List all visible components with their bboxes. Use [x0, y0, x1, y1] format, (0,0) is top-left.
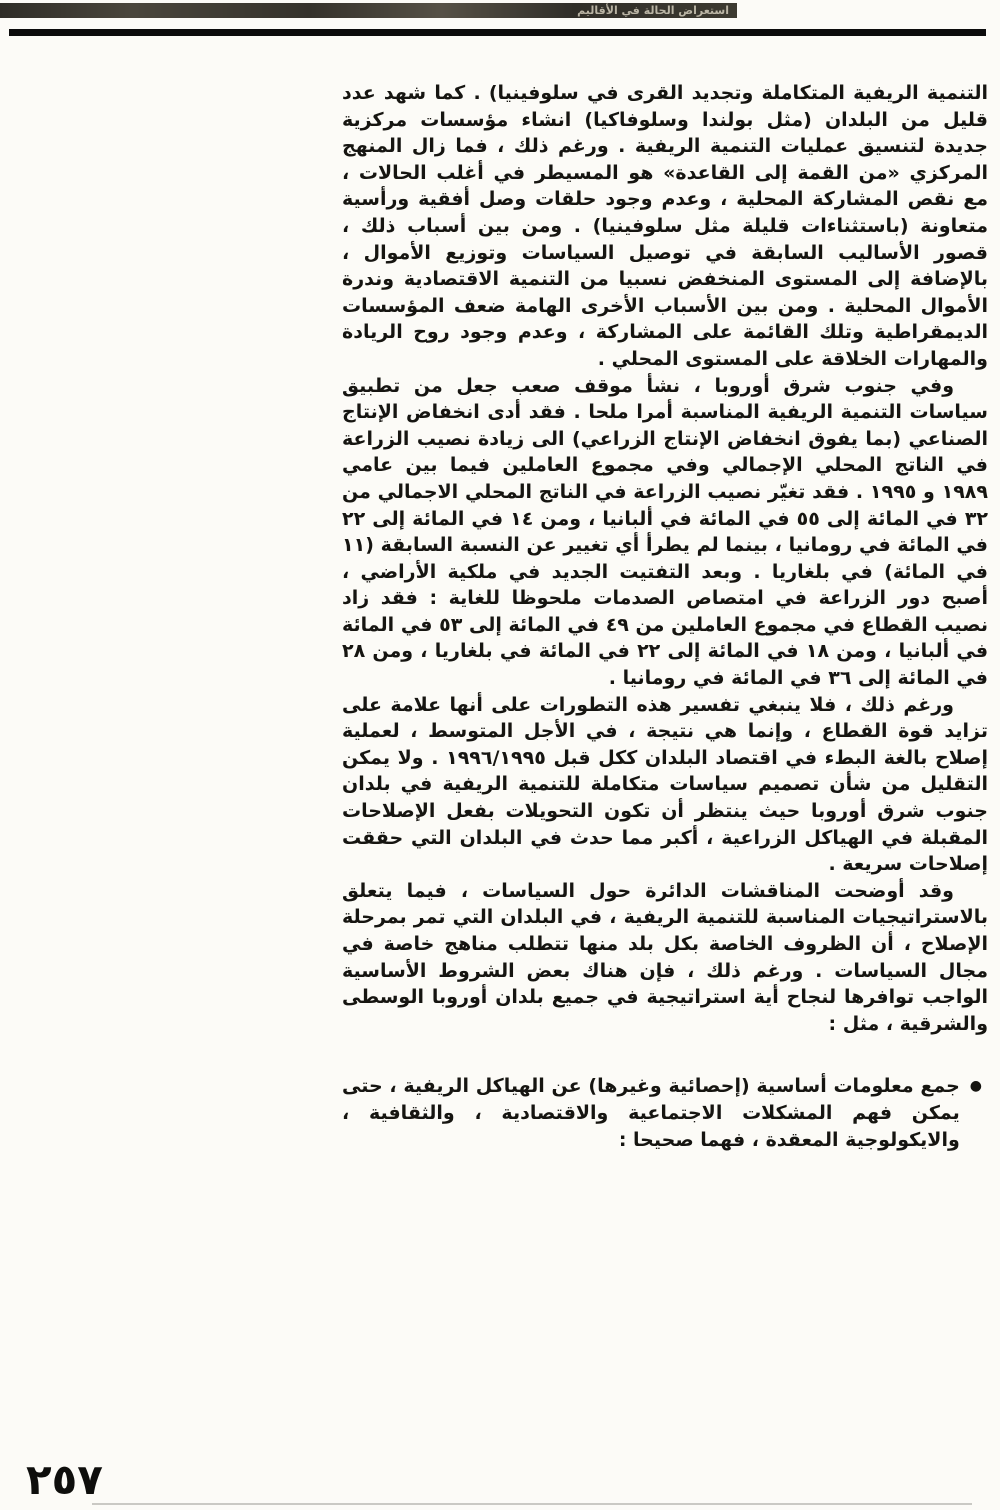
paragraph: وقد أوضحت المناقشات الدائرة حول السياسات ، فيما يتعلق بالاستراتيجيات المناسبة للتنمية الريفية ، في البلدان التي تمر بمرحلة الإصلاح ، أن الظروف الخاصة بكل بلد منها تتطلب مناهج خاصة في مجال السياسات . ورغم ذلك ، فإن هناك بعض الشروط الأساسية الواجب توافرها لنجاح أية استراتيجية في جميع بلدان أوروبا الوسطى والشرقية ، مثل :	[342, 879, 988, 1035]
list-item	[342, 1073, 988, 1153]
paragraph: التنمية الريفية المتكاملة وتجديد القرى في سلوفينيا) . كما شهد عدد قليل من البلدان (مثل بولندا وسلوفاكيا) انشاء مؤسسات مركزية جديدة لتنسيق عمليات التنمية الريفية . ورغم ذلك ، فما زال المنهج المركزي «من القمة إلى القاعدة» هو المسيطر في أغلب الحالات ، مع نقص المشاركة المحلية ، وعدم وجود حلقات وصل أفقية ورأسية متعاونة (باستثناءات قليلة مثل سلوفينيا) . ومن بين أسباب ذلك ، قصور الأساليب السابقة في توصيل السياسات وتوزيع الأموال ، بالإضافة إلى المستوى المنخفض نسبيا من التنمية الاقتصادية وندرة الأموال المحلية . ومن بين الأسباب الأخرى الهامة ضعف المؤسسات الديمقراطية وتلك القائمة على المشاركة ، وعدم وجود روح الريادة والمهارات الخلاقة على المستوى المحلي .	[342, 82, 988, 370]
body-text-column	[342, 80, 988, 1153]
bullet-list	[342, 1073, 988, 1153]
page-number: ٢٥٧	[26, 1455, 103, 1504]
running-head-title: استعراض الحالة في الأقاليم	[577, 4, 729, 17]
paragraph: ورغم ذلك ، فلا ينبغي تفسير هذه التطورات على أنها علامة على تزايد قوة القطاع ، وإنما هي نتيجة ، في الأجل المتوسط ، لعملية إصلاح بالغة البطء في اقتصاد البلدان ككل قبل ١٩٩٦/١٩٩٥ . ولا يمكن التقليل من شأن تصميم سياسات متكاملة للتنمية الريفية في بلدان جنوب شرق أوروبا حيث ينتظر أن تكون التحويلات بفعل الإصلاحات المقبلة في الهياكل الزراعية ، أكبر مما حدث في البلدان التي حققت إصلاحات سريعة .	[342, 693, 989, 876]
paragraph: وفي جنوب شرق أوروبا ، نشأ موقف صعب جعل من تطبيق سياسات التنمية الريفية المناسبة أمرا ملحا . فقد أدى انخفاض الإنتاج الصناعي (بما يفوق انخفاض الإنتاج الزراعي) الى زيادة نصيب الزراعة في الناتج المحلي الإجمالي وفي مجموع العاملين فيما بين عامي ١٩٨٩ و ١٩٩٥ . فقد تغيّر نصيب الزراعة في الناتج المحلي الاجمالي من ٣٢ في المائة إلى ٥٥ في المائة في ألبانيا ، ومن ١٤ في المائة إلى ٢٢ في المائة في رومانيا ، بينما لم يطرأ أي تغيير عن النسبة السابقة (١١ في المائة) في بلغاريا . وبعد التفتيت الجديد في ملكية الأراضي ، أصبح دور الزراعة في امتصاص الصدمات ملحوظا للغاية : فقد زاد نصيب القطاع في مجموع العاملين من ٤٩ في المائة إلى ٥٣ في المائة في ألبانيا ، ومن ١٨ في المائة إلى ٢٢ في المائة في بلغاريا ، ومن ٢٨ في المائة إلى ٣٦ في المائة في رومانيا .	[342, 374, 989, 690]
bullet-item-text: جمع معلومات أساسية (إحصائية وغيرها) عن الهياكل الريفية ، حتى يمكن فهم المشكلات الاجتماعية والاقتصادية ، والثقافية ، والايكولوجية المعقدة ، فهما صحيحا :	[342, 1075, 960, 1151]
header-divider-rule	[9, 29, 986, 36]
bullet-icon: ●	[969, 1078, 982, 1095]
running-head-bar	[0, 3, 737, 18]
scan-artifact-line	[92, 1503, 972, 1505]
